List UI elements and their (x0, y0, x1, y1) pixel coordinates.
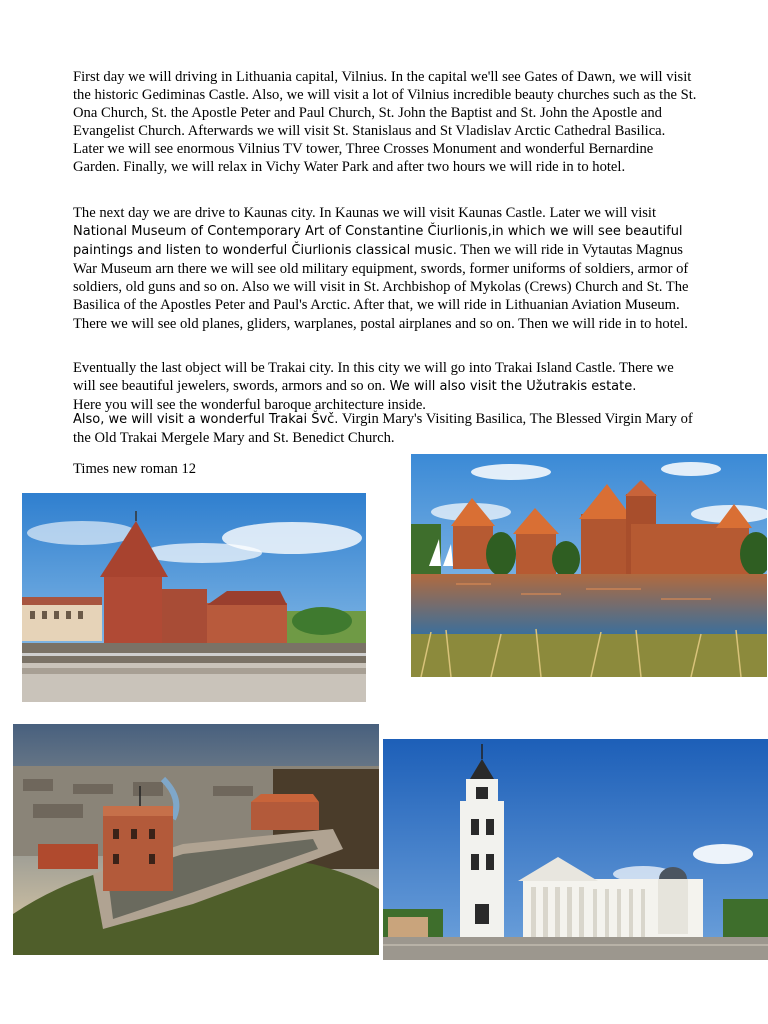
paragraph-trakai (73, 359, 698, 414)
gediminas-castle-photo (13, 724, 379, 955)
paragraph-basilica-part2: Virgin Mary's Visiting Basilica, The Blessed Virgin Mary of the Old Trakai Mergele Mary and St. Benedict Church. (73, 411, 693, 447)
paragraph-kaunas-part1: The next day we are drive to Kaunas city. In Kaunas we will visit Kaunas Castle. Later we will visit (73, 205, 657, 221)
paragraph-basilica (73, 410, 698, 447)
paragraph-kaunas-museum: National Museum of Contemporary Art of Constantine Čiurlionis,in which we will see beautiful paintings and listen to wonderful Čiurlionis classical music. (73, 224, 683, 259)
paragraph-kaunas (73, 204, 698, 333)
paragraph-vilnius: First day we will driving in Lithuania capital, Vilnius. In the capital we'll see Gates of Dawn, we will visit the historic Gediminas Castle. Also, we will visit a lot of Vilnius incredible beauty churches such as the St. Ona Church, St. the Apostle Peter and Paul Church, St. John the Baptist and St. John the Apostle and Evangelist Church. Afterwards we will visit St. Stanislaus and St Vladislav Arctic Cathedral Basilica. Later we will see enormous Vilnius TV tower, Three Crosses Monument and wonderful Bernardine Garden. Finally, we will relax in Vichy Water Park and after two hours we will ride in to hotel. (73, 69, 697, 176)
kaunas-castle-photo (22, 493, 366, 702)
paragraph-kaunas-part3: Then we will ride in Vytautas Magnus War Museum arn there we will see old military equipment, swords, former uniforms of soldiers, armor of soldiers, old guns and so on. Also we will visit in St. Archbishop of Mykolas (Crews) Church and St. The Basilica of the Apostles Peter and Paul's Arctic. After that, we will ride in Lithuanian Aviation Museum. There we will see old planes, gliders, warplanes, postal airplanes and so on. Then we will ride in to hotel. (73, 242, 689, 332)
paragraph-trakai-part3: Here you will see the wonderful baroque architecture inside. (73, 397, 426, 414)
font-note: Times new roman 12 (73, 461, 197, 477)
paragraph-basilica-part1: Also, we will visit a wonderful Trakai Švč. (73, 412, 339, 427)
trakai-castle-photo (411, 454, 767, 677)
vilnius-cathedral-photo (383, 739, 768, 960)
paragraph-trakai-part1: Eventually the last object will be Trakai city. In this city we will go into Trakai Island Castle. There we will see beautiful jewelers, swords, armors and so on. (73, 360, 674, 395)
paragraph-trakai-estate: We will also visit the Užutrakis estate. (385, 379, 637, 395)
